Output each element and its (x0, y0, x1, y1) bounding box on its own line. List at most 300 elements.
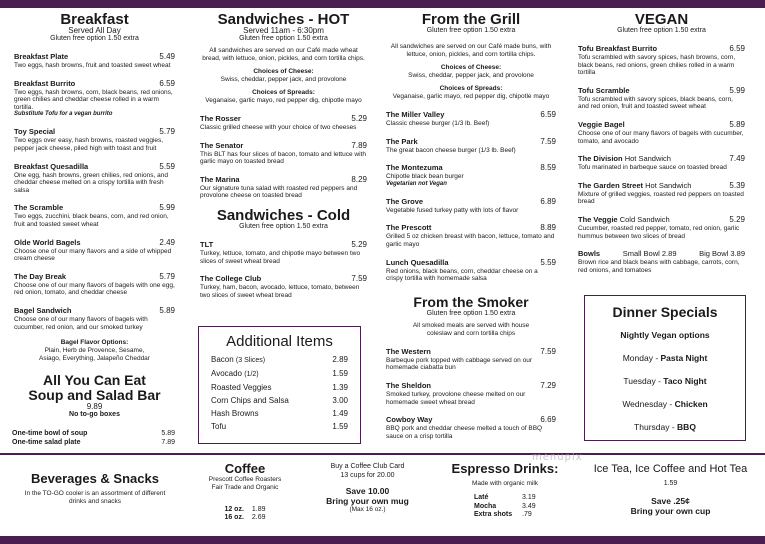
menu-item-price: 6.69 (540, 415, 556, 425)
menu-item (200, 240, 367, 265)
espresso-price: .79 (522, 511, 532, 518)
soup-salad-bar (14, 373, 175, 447)
menu-item (14, 79, 175, 119)
menu-item-title: Breakfast Plate (14, 52, 69, 61)
menu-item-price: 5.59 (540, 257, 556, 267)
menu-item-row (578, 44, 745, 53)
menu-item-title: The Senator (200, 140, 244, 150)
dinner-day-row (585, 421, 745, 433)
soup-title-2: Soup and Salad Bar (28, 387, 161, 404)
dinner-title: Dinner Specials (612, 304, 718, 320)
espresso-title: Espresso Drinks: (451, 461, 559, 476)
additional-item-row (211, 353, 348, 367)
soup-bowl-label: One-time bowl of soup (12, 430, 88, 438)
club-max: (Max 16 oz.) (349, 506, 386, 513)
menu-item-name (14, 162, 88, 171)
menu-item-row (14, 238, 175, 247)
menu-item-price: 5.29 (729, 214, 745, 224)
menu-item-row (386, 381, 556, 390)
menu-item-name (386, 258, 449, 267)
coffee-sizes (190, 506, 300, 522)
soup-price: 9.89 (86, 402, 103, 412)
menu-item-desc: Two eggs, hash browns, corn, black beans, red onions, green chilies and cheddar cheese rolled in a warm tortilla. (14, 88, 173, 111)
menu-item-price: 7.49 (729, 154, 745, 164)
vegan-title: VEGAN (634, 11, 689, 28)
menu-item-desc: Choose one of our many flavors and a side of whipped cream cheese (14, 247, 172, 263)
dinner-day-row (585, 398, 745, 410)
grill-note: All sandwiches are served on our Café made buns, with lettuce, onion, pickles, and corn tortilla chips. (390, 43, 552, 58)
menu-item-desc: Vegetable fused turkey patty with lots of flavor (386, 206, 519, 214)
grill-cheese-heading: Choices of Cheese: (440, 64, 502, 71)
menu-item-name (14, 306, 72, 315)
espresso-name: Extra shots (474, 511, 513, 518)
menu-item-title: The Rosser (200, 114, 241, 123)
menu-item-desc: This BLT has four slices of bacon, tomato and lettuce with garlic mayo on toasted bread (200, 150, 366, 166)
menu-item-price: 5.79 (159, 127, 175, 137)
menu-item (200, 114, 367, 132)
menu-item-row (386, 110, 556, 119)
espresso-price: 3.19 (522, 494, 536, 501)
menu-item-row (578, 86, 745, 95)
big-bowl-label: Big Bowl (699, 249, 729, 259)
menu-item-desc: Our signature tuna salad with roasted red peppers and provolone cheese on toasted bread (200, 184, 358, 200)
sandwich-cheese-heading: Choices of Cheese: (253, 68, 314, 75)
grill-gluten: Gluten free option 1.50 extra (426, 27, 516, 34)
additional-item-price: 1.39 (332, 383, 348, 392)
additional-item-row (211, 381, 348, 394)
menu-item-desc: Turkey, ham, bacon, avocado, lettuce, tomato, between two slices of sweet wheat bread (200, 284, 360, 299)
salad-plate-label: One-time salad plate (12, 439, 81, 447)
coffee-size: 16 oz. (224, 514, 244, 521)
additional-item-name: Bacon (211, 355, 234, 364)
sandwiches-hot-title: Sandwiches - HOT (217, 11, 350, 28)
menu-item-title: The College Club (200, 274, 262, 284)
smoker-items (386, 347, 556, 441)
sandwich-cheese-text: Swiss, cheddar, pepper jack, and provolone (220, 76, 347, 83)
menu-item-desc: Two eggs, zucchini, black beans, corn, and red onion, fruit and toasted sweet wheat (14, 213, 169, 228)
menu-item (578, 44, 745, 77)
menu-item-price: 5.49 (159, 52, 175, 61)
menu-item-row (578, 215, 745, 224)
menu-item-extra: Cold Sandwich (619, 214, 670, 224)
menu-item-row (578, 181, 745, 190)
menu-item-name (14, 203, 63, 212)
menu-item-price: 7.59 (351, 274, 367, 284)
menu-item-desc: Red onions, black beans, corn, cheddar cheese on a crispy tortilla with homemade salsa (386, 267, 538, 283)
menu-item-price: 7.29 (540, 380, 556, 390)
top-border (0, 0, 765, 8)
dinner-day-row (585, 352, 745, 364)
additional-item-price: 2.89 (332, 355, 348, 364)
menu-item (14, 127, 175, 152)
menu-item-desc: The great bacon cheese burger (1/3 lb. Beef) (386, 146, 516, 154)
club-mug: Bring your own mug (326, 496, 409, 506)
menu-item-price: 2.49 (159, 237, 175, 247)
coffee-section (190, 462, 300, 522)
coffee-size: 12 oz. (224, 506, 244, 513)
menu-item-desc: Classic cheese burger (1/3 lb. Beef) (386, 120, 490, 127)
espresso-row (474, 503, 560, 512)
bottom-divider (0, 453, 765, 455)
menu-item-name (386, 110, 444, 119)
menu-item-desc: Chipotle black bean burger (386, 173, 464, 181)
menu-item (578, 181, 745, 206)
espresso-row (474, 511, 560, 520)
tea-section (588, 462, 753, 516)
menu-item (386, 381, 556, 406)
menu-item-row (386, 163, 556, 172)
menu-item-title: Breakfast Burrito (14, 78, 76, 88)
menu-item-name (386, 347, 431, 356)
additional-item-price: 1.59 (332, 422, 348, 431)
menu-item-row (14, 79, 175, 88)
menu-item-row (200, 240, 367, 249)
menu-item (386, 223, 556, 248)
menu-item-name (578, 181, 691, 190)
soup-title-1: All You Can Eat (43, 372, 146, 389)
menu-item (14, 272, 175, 297)
additional-item-row (211, 394, 348, 407)
bottom-border (0, 536, 765, 544)
vegan-bowls-item (578, 249, 745, 274)
menu-item-name (14, 52, 68, 61)
menu-item (386, 137, 556, 155)
vegan-big-bowl (699, 249, 745, 258)
menu-item-row (14, 127, 175, 136)
menu-item-price: 7.59 (540, 346, 556, 356)
menu-item-title: Bagel Sandwich (14, 305, 72, 315)
menu-item-desc: Two eggs over easy, hash browns, roasted veggies, pepper jack cheese, piled high with toast and fruit (14, 137, 164, 152)
menu-item-title: The Scramble (14, 203, 64, 213)
dinner-day: Wednesday - (622, 399, 675, 409)
menu-item-row (386, 197, 556, 206)
menu-item (386, 197, 556, 215)
menu-item (14, 162, 175, 195)
club-line-1: Buy a Coffee Club Card (330, 463, 405, 470)
menu-item-price: 5.29 (351, 239, 367, 249)
menu-item-title: Tofu Scramble (578, 85, 630, 95)
menu-item (386, 415, 556, 440)
sandwiches-hot-items (200, 114, 367, 200)
additional-item-name: Hash Browns (211, 409, 259, 418)
tea-cup: Bring your own cup (630, 506, 711, 516)
menu-item-title: The Prescott (386, 223, 432, 233)
menu-item-price: 5.99 (729, 85, 745, 95)
menu-item-desc: Tofu scrambled with savory spices, hash browns, corn, black beans, red onions, green chilies rolled in a warm tortilla (578, 54, 736, 77)
menu-item-desc: Choose one of our many flavors of bagels with cucumber, red onion, and our smoked turkey (14, 315, 148, 331)
soup-bowl-price: 5.89 (161, 430, 175, 438)
dinner-subtitle: Nightly Vegan options (620, 330, 710, 340)
sandwiches-cold-gluten: Gluten free option 1.50 extra (239, 222, 328, 230)
sandwiches-hot-note: All sandwiches are served on our Café made wheat bread, with lettuce, onion, pickles, and corn tortilla chips. (202, 47, 365, 62)
coffee-size-price: 2.69 (251, 514, 266, 521)
menu-item-name (386, 223, 431, 232)
additional-item-name: Avocado (211, 369, 242, 378)
breakfast-gluten-note: Gluten free option 1.50 extra (50, 35, 139, 42)
menu-item-row (386, 347, 556, 356)
dinner-specials-box (584, 295, 746, 441)
menu-item-row (386, 415, 556, 424)
salad-plate-row (12, 438, 175, 447)
menu-item (578, 215, 745, 240)
dinner-meal: Pasta Night (660, 353, 708, 363)
menu-item-name (386, 163, 443, 172)
menu-item-name (578, 154, 671, 163)
grill-spread-text: Veganaise, garlic mayo, red pepper dig, chipotle mayo (392, 93, 550, 100)
menu-item (200, 141, 367, 166)
espresso-sub: Made with organic milk (471, 480, 539, 487)
menu-item (14, 306, 175, 331)
menu-item-desc: Tofu scrambled with savory spices, black beans, corn, and red onion, fruit and toasted sweet wheat (578, 95, 733, 111)
menu-item-name (578, 120, 625, 129)
menu-item-name (14, 238, 81, 247)
vegan-section (578, 12, 745, 274)
menu-item-name (200, 240, 213, 249)
club-save: Save 10.00 (345, 486, 390, 496)
menu-item-name (200, 175, 240, 184)
menu-item-title: The Grove (386, 196, 424, 206)
smoker-title: From the Smoker (413, 293, 529, 310)
menu-item (14, 238, 175, 263)
menu-item (386, 110, 556, 128)
coffee-size-row (190, 506, 300, 514)
menu-item-name (200, 274, 261, 283)
soup-bowl-row (12, 429, 175, 438)
menu-item-title: The Garden Street (578, 180, 644, 190)
menu-item-row (578, 120, 745, 129)
sandwiches-hot-subtitle: Served 11am - 6:30pm (243, 26, 324, 35)
menu-item-extra: Hot Sandwich (624, 154, 671, 164)
espresso-name: Mocha (474, 502, 497, 510)
additional-item-name: Corn Chips and Salsa (211, 396, 289, 405)
menu-item-row (14, 52, 175, 61)
grill-cheese-text: Swiss, cheddar, pepper jack, and provolone (408, 72, 534, 79)
menu-item-title: The Sheldon (386, 380, 431, 390)
menu-item-note: Vegetarian not Vegan (386, 180, 447, 187)
coffee-size-row (190, 514, 300, 522)
breakfast-title: Breakfast (60, 11, 129, 28)
grill-section (386, 12, 556, 440)
additional-item-name: Roasted Veggies (211, 383, 272, 392)
dinner-meal: Taco Night (663, 376, 707, 386)
menu-item-name (14, 272, 66, 281)
menu-item-row (14, 162, 175, 171)
menu-item-title: Cowboy Way (386, 415, 433, 425)
breakfast-section (14, 12, 175, 447)
beverages-section (20, 462, 170, 506)
menu-item-title: TLT (200, 239, 214, 249)
sandwiches-section (200, 12, 367, 299)
menu-item-title: The Day Break (14, 271, 67, 281)
menu-item-price: 5.99 (159, 203, 175, 213)
menu-item-name (578, 86, 630, 95)
club-line-2: 13 cups for 20.00 (340, 472, 395, 479)
dinner-days (585, 352, 745, 433)
vegan-bowls-desc: Brown rice and black beans with cabbage, carrots, corn, red onions, and tomatoes (578, 259, 740, 274)
grill-items (386, 110, 556, 283)
additional-item-row (211, 367, 348, 381)
menu-item (14, 203, 175, 228)
menu-item (578, 120, 745, 145)
menu-item-title: The Division (578, 154, 623, 164)
menu-item-price: 8.59 (540, 163, 556, 173)
dinner-day: Thursday - (634, 422, 678, 432)
menu-item (14, 52, 175, 70)
menu-item-title: The Western (386, 346, 431, 356)
additional-item-row (211, 420, 348, 433)
additional-item-extra: (3 Slices) (235, 357, 266, 364)
additional-item-row (211, 407, 348, 420)
sandwiches-hot-gluten: Gluten free option 1.50 extra (239, 35, 328, 42)
menu-item-desc: Barbeque pork topped with cabbage served on our homemade ciabatta bun (386, 356, 532, 372)
dinner-day-row (585, 375, 745, 387)
menu-item (386, 258, 556, 283)
menu-item-desc: Mixture of grilled veggies, roasted red peppers on toasted bread (578, 190, 744, 206)
breakfast-subtitle: Served All Day (68, 26, 121, 35)
menu-item-row (386, 223, 556, 232)
menu-item (386, 163, 556, 188)
coffee-roaster: Prescott Coffee Roasters (208, 476, 282, 483)
small-bowl-label: Small Bowl (622, 249, 660, 259)
menu-item (200, 274, 367, 299)
grill-spread-heading: Choices of Spreads: (439, 85, 503, 92)
menu-item-price: 7.89 (351, 140, 367, 150)
menu-item-desc: Choose one of our many flavors of bagels with one egg, red onion, tomato, and cheddar cheese (14, 281, 175, 297)
menu-item-price: 6.59 (159, 78, 175, 88)
menu-item-name (14, 79, 75, 88)
menu-item-name (386, 415, 432, 424)
dinner-meal: Chicken (674, 399, 708, 409)
smoker-gluten: Gluten free option 1.50 extra (426, 309, 516, 317)
sandwich-spread-text: Veganaise, garlic mayo, red pepper dig, chipotle mayo (205, 97, 362, 104)
menu-item-title: The Park (386, 136, 418, 146)
additional-items-box (198, 326, 361, 444)
menu-item-title: Veggie Bagel (578, 119, 625, 129)
sandwiches-cold-items (200, 240, 367, 299)
watermark-text: menupix (532, 452, 583, 463)
additional-item-label (211, 420, 226, 433)
additional-item-label (211, 381, 272, 394)
tea-save: Save .25¢ (651, 496, 690, 506)
menu-item-price: 6.89 (540, 196, 556, 206)
sandwich-spread-heading: Choices of Spreads: (252, 89, 315, 96)
menu-item-desc: Two eggs, hash browns, fruit and toasted sweet wheat (14, 62, 171, 69)
coffee-title: Coffee (224, 461, 266, 476)
grill-title: From the Grill (421, 11, 521, 28)
menu-item-row (386, 137, 556, 146)
menu-item-row (200, 274, 367, 283)
menu-item-desc: Classic grilled cheese with your choice of two cheeses (200, 124, 357, 131)
menu-item-title: Olde World Bagels (14, 237, 81, 247)
menu-item-desc: Grilled 5 oz chicken breast with bacon, lettuce, tomato and garlic mayo (386, 233, 555, 248)
vegan-gluten: Gluten free option 1.50 extra (617, 27, 706, 34)
menu-item-row (200, 175, 367, 184)
menu-item-title: Lunch Quesadilla (386, 257, 449, 267)
additional-item-price: 1.59 (332, 369, 348, 378)
additional-item-label (211, 367, 259, 381)
espresso-name: Laté (474, 494, 489, 501)
additional-items-title: Additional Items (226, 333, 333, 350)
menu-item-title: Tofu Breakfast Burrito (578, 44, 658, 53)
menu-item-row (386, 258, 556, 267)
menu-item-title: The Marina (200, 174, 240, 184)
vegan-items (578, 44, 745, 240)
menu-item-name (200, 141, 243, 150)
menu-item-desc: Tofu marinated in barbeque sauce on toasted bread (578, 164, 727, 172)
menu-item-price: 5.89 (159, 305, 175, 315)
menu-item-price: 7.59 (540, 136, 556, 146)
vegan-bowls-name: Bowls (578, 249, 601, 259)
dinner-day: Tuesday - (623, 376, 664, 386)
menu-item-title: Toy Special (14, 127, 56, 137)
sandwiches-cold-title: Sandwiches - Cold (216, 206, 351, 224)
menu-item-note: Substitute Tofu for a vegan burrito (14, 111, 113, 118)
menu-item-desc: One egg, hash browns, green chilies, red onions, and cheddar cheese melted on a crispy tortilla with fresh salsa (14, 171, 168, 194)
menu-item-name (386, 137, 418, 146)
menu-item-price: 6.59 (729, 44, 745, 53)
menu-item-price: 5.89 (729, 119, 745, 129)
menu-item-price: 6.59 (540, 110, 556, 119)
tea-price: 1.59 (663, 480, 678, 487)
additional-item-extra: (1/2) (244, 371, 259, 378)
smoker-note: All smoked meals are served with house coleslaw and corn tortilla chips (412, 321, 530, 337)
espresso-section (450, 462, 560, 520)
menu-item-extra: Hot Sandwich (645, 180, 692, 190)
menu-item-price: 8.89 (540, 223, 556, 233)
salad-plate-price: 7.89 (161, 439, 175, 447)
espresso-price: 3.49 (522, 502, 536, 510)
coffee-size-price: 1.89 (251, 506, 266, 513)
small-bowl-price: 2.89 (661, 249, 677, 259)
vegan-small-bowl (623, 249, 677, 258)
menu-item-name (578, 44, 657, 53)
vegan-bowls-row (578, 249, 745, 258)
menu-item-desc: Choose one of our many flavors of bagels with cucumber, tomato, and avocado (578, 129, 744, 145)
menu-item-name (386, 381, 431, 390)
menu-item-row (200, 141, 367, 150)
menu-item-price: 5.39 (729, 180, 745, 190)
menu-item-name (578, 215, 670, 224)
menu-item-desc: Turkey, lettuce, tomato, and chipotle mayo between two slices of sweet wheat bread (200, 249, 361, 265)
menu-item-row (14, 306, 175, 315)
menu-item-price: 5.29 (351, 114, 367, 123)
menu-item-desc: Cucumber, roasted red pepper, tomato, red onion, garlic hummus between two slices of bread (578, 224, 740, 240)
espresso-items (474, 494, 560, 520)
menu-item-row (578, 154, 745, 163)
espresso-row (474, 494, 560, 503)
soup-note: No to-go boxes (69, 411, 120, 419)
coffee-club-section (310, 462, 425, 514)
menu-item-desc: Smoked turkey, provolone cheese melted on our homemade sweet wheat bread (386, 390, 526, 406)
menu-item-title: The Veggie (578, 214, 618, 224)
additional-items-list (199, 353, 360, 433)
menu-item-title: The Montezuma (386, 163, 443, 173)
menu-item-title: Breakfast Quesadilla (14, 161, 89, 171)
additional-item-label (211, 353, 265, 367)
menu-item (386, 347, 556, 372)
menu-item-row (14, 272, 175, 281)
bagel-flavor-text: Plain, Herb de Provence, Sesame, Asiago, Everything, Jalapeño Cheddar (39, 347, 150, 363)
bagel-flavor-heading: Bagel Flavor Options: (60, 339, 129, 347)
beverages-title: Beverages & Snacks (31, 471, 159, 486)
additional-item-price: 3.00 (332, 396, 348, 405)
menu-item (200, 175, 367, 200)
menu-item (578, 154, 745, 172)
menu-item-name (386, 197, 423, 206)
dinner-day: Monday - (622, 353, 661, 363)
additional-item-price: 1.49 (332, 409, 348, 418)
menu-item (578, 86, 745, 111)
